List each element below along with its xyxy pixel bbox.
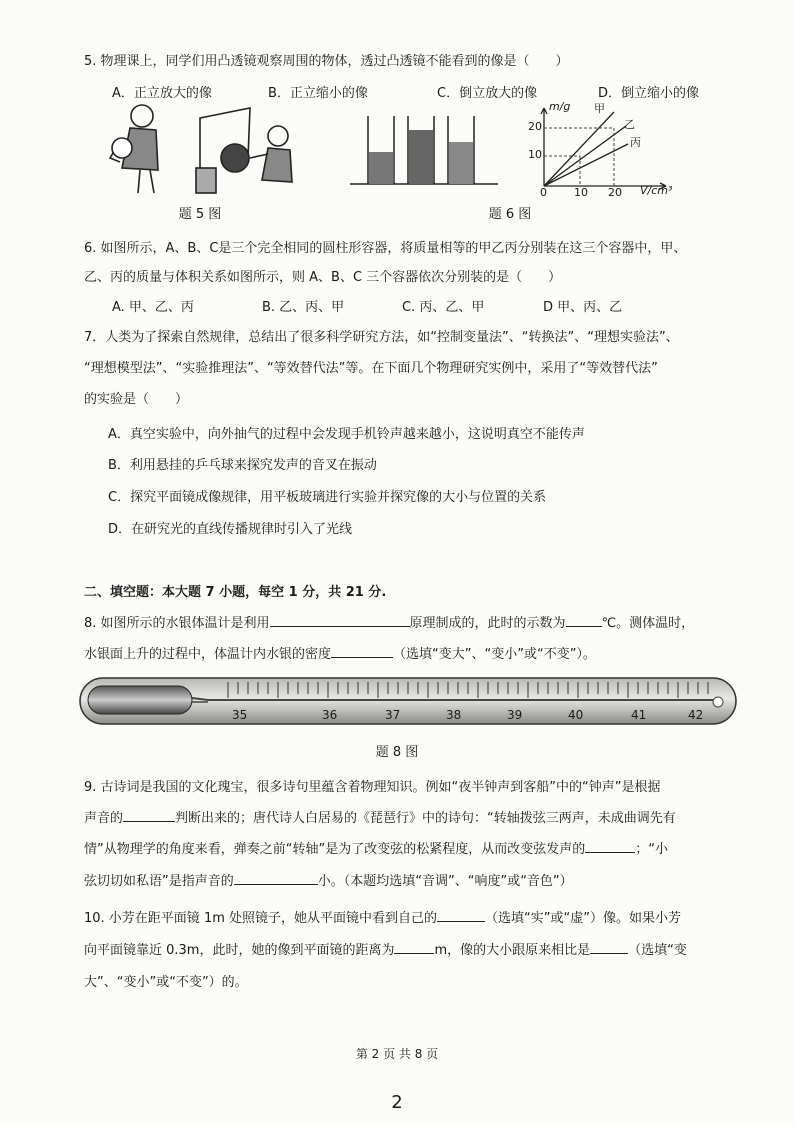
question-7-line-2: “理想模型法”、“实验推理法”、“等效替代法”等。在下面几个物理研究实例中，采用了“等效替代法” [84, 361, 658, 376]
q9-blank-pitch[interactable] [585, 840, 635, 853]
figure-6-containers [350, 112, 500, 192]
q5-option-b: B．正立缩小的像 [268, 86, 368, 101]
q9-text-5: 弦切切如私语”是指声音的 [84, 874, 234, 889]
q8-blank-principle[interactable] [270, 614, 410, 627]
q10-blank-distance[interactable] [394, 941, 434, 954]
figure-6-graph [526, 104, 676, 196]
q10-text-1: 10. 小芳在距平面镜 1m 处照镜子，她从平面镜中看到自己的 [84, 911, 438, 926]
page-number: 2 [391, 1092, 403, 1113]
q9-blank-loudness[interactable] [234, 872, 318, 885]
question-10-line-2 [84, 939, 687, 958]
section-2-heading: 二、填空题：本大题 7 小题，每空 1 分，共 21 分. [84, 585, 387, 600]
thermo-scale-38: 38 [446, 708, 462, 722]
question-9-line-3 [84, 838, 668, 857]
question-6-line-2: 乙、丙的质量与体积关系如图所示，则 A、B、C 三个容器依次分别装的是（ ） [84, 270, 562, 285]
q10-text-4: m，像的大小跟原来相比是 [434, 943, 591, 958]
q8-text-3: ℃。测体温时， [601, 616, 695, 631]
graph-xtick-10: 10 [574, 186, 588, 199]
q8-text-4: 水银面上升的过程中，体温计内水银的密度 [84, 647, 332, 662]
question-6-line-1: 6. 如图所示，A、B、C是三个完全相同的圆柱形容器，将质量相等的甲乙丙分别装在这三个容器中，甲、 [84, 241, 687, 256]
q10-blank-image-type[interactable] [437, 909, 485, 922]
q10-text-3: 向平面镜靠近 0.3m，此时，她的像到平面镜的距离为 [84, 943, 395, 958]
question-9-line-4 [84, 870, 573, 889]
thermo-scale-42: 42 [688, 708, 704, 722]
figure-6-caption: 题 6 图 [488, 207, 532, 222]
graph-series-bing: 丙 [630, 136, 641, 149]
q9-text-1: 声音的 [84, 811, 124, 826]
question-7-line-1: 7．人类为了探索自然规律，总结出了很多科学研究方法，如“控制变量法”、“转换法”、“理想实验法”、 [84, 330, 679, 345]
question-5-stem: 5. 物理课上，同学们用凸透镜观察周围的物体，透过凸透镜不能看到的像是（ ） [84, 54, 569, 69]
q10-text-5: （选填“变 [628, 943, 687, 958]
q8-blank-reading[interactable] [566, 614, 602, 627]
graph-xlabel: V/cm³ [640, 184, 673, 197]
q6-option-d: D 甲、丙、乙 [543, 300, 623, 315]
figure-8-caption: 题 8 图 [375, 745, 419, 760]
thermo-scale-41: 41 [631, 708, 647, 722]
figure-5-illustration [100, 98, 300, 198]
q7-option-b: B．利用悬挂的乒乓球来探究发声的音叉在振动 [108, 458, 377, 473]
q9-text-6: 小。（本题均选填“音调”、“响度”或“音色”） [317, 874, 573, 889]
q8-text-1: 8. 如图所示的水银体温计是利用 [84, 616, 270, 631]
thermo-scale-40: 40 [568, 708, 584, 722]
q6-option-b: B. 乙、丙、甲 [262, 300, 345, 315]
q9-text-2: 判断出来的；唐代诗人白居易的《琵琶行》中的诗句：“转轴拨弦三两声，未成曲调先有 [175, 811, 676, 826]
graph-series-jia: 甲 [594, 102, 605, 115]
thermo-scale-39: 39 [507, 708, 523, 722]
q8-text-2: 原理制成的，此时的示数为 [409, 616, 566, 631]
graph-ylabel: m/g [549, 100, 571, 113]
q6-option-a: A. 甲、乙、丙 [112, 300, 194, 315]
q7-option-c: C．探究平面镜成像规律，用平板玻璃进行实验并探究像的大小与位置的关系 [108, 490, 547, 505]
question-10-line-1 [84, 907, 681, 926]
q10-text-2: （选填“实”或“虚”）像。如果小芳 [485, 911, 681, 926]
graph-series-yi: 乙 [624, 118, 635, 131]
q5-option-c: C．倒立放大的像 [437, 86, 538, 101]
question-7-line-3: 的实验是（ ） [84, 392, 189, 407]
question-10-line-3: 大”、“变小”或“不变”）的。 [84, 975, 248, 990]
graph-xtick-20: 20 [608, 186, 622, 199]
q9-text-4: ；“小 [635, 842, 668, 857]
graph-ytick-10: 10 [528, 148, 542, 161]
question-8-line-2 [84, 643, 596, 662]
q8-text-5: （选填“变大”、“变小”或“不变”）。 [393, 647, 596, 662]
q9-text-3: 情”从物理学的角度来看，弹奏之前“转轴”是为了改变弦的松紧程度，从而改变弦发声的 [84, 842, 586, 857]
q6-option-c: C. 丙、乙、甲 [402, 300, 485, 315]
question-8-line-1 [84, 612, 694, 631]
q10-blank-size[interactable] [590, 941, 628, 954]
thermo-scale-37: 37 [385, 708, 401, 722]
page-label: 第 2 页 共 8 页 [355, 1047, 439, 1061]
q5-option-a: A．正立放大的像 [112, 86, 212, 101]
graph-ytick-20: 20 [528, 120, 542, 133]
figure-5-caption: 题 5 图 [178, 207, 222, 222]
q7-option-d: D．在研究光的直线传播规律时引入了光线 [108, 522, 353, 537]
graph-xtick-0: 0 [540, 186, 547, 199]
q7-option-a: A．真空实验中，向外抽气的过程中会发现手机铃声越来越小，这说明真空不能传声 [108, 427, 585, 442]
question-9-line-1: 9. 古诗词是我国的文化瑰宝，很多诗句里蕴含着物理知识。例如“夜半钟声到客船”中的“钟声”是根据 [84, 780, 661, 795]
thermometer-illustration [78, 672, 738, 732]
q5-option-d: D．倒立缩小的像 [598, 86, 700, 101]
q9-blank-timbre[interactable] [123, 809, 175, 822]
thermo-scale-35: 35 [232, 708, 248, 722]
q8-blank-density[interactable] [331, 645, 393, 658]
question-9-line-2 [84, 807, 676, 826]
thermo-scale-36: 36 [322, 708, 338, 722]
